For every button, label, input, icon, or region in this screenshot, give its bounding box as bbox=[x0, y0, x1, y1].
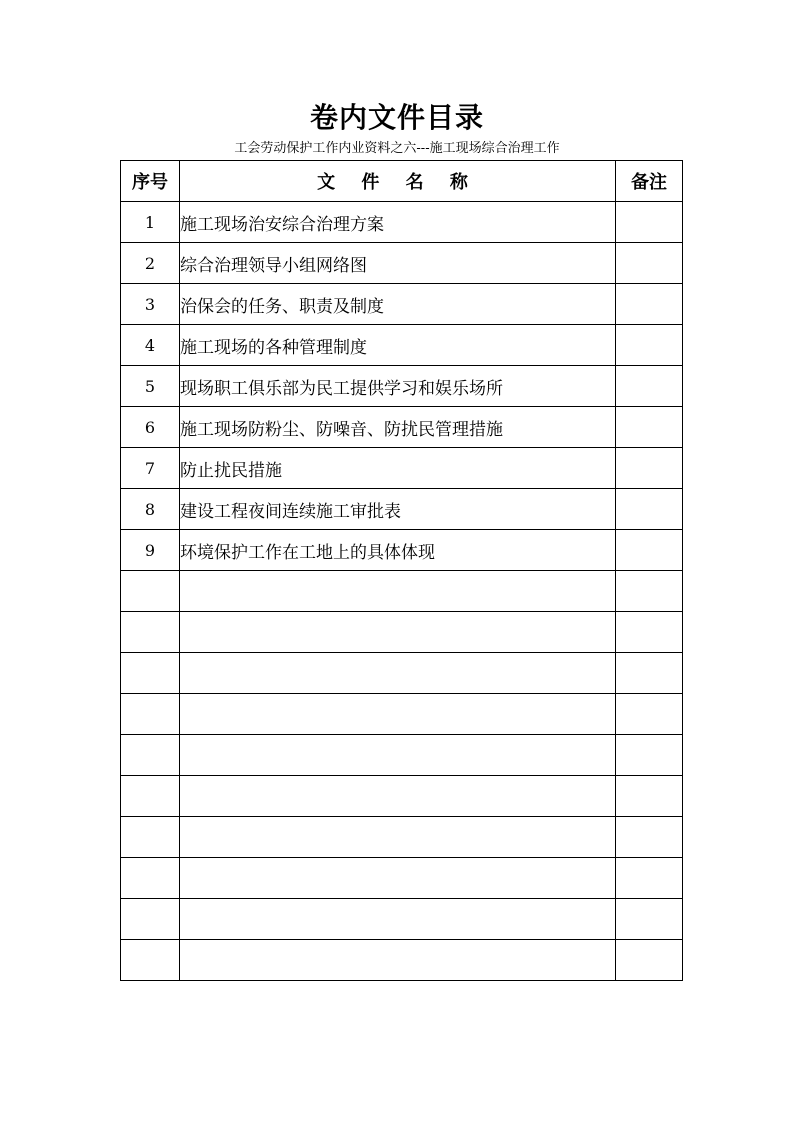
file-catalog-table bbox=[120, 160, 683, 981]
header-number: 序号 bbox=[121, 161, 180, 202]
row-remark bbox=[616, 366, 683, 407]
row-remark bbox=[616, 817, 683, 858]
table-row bbox=[121, 202, 683, 243]
table-row bbox=[121, 694, 683, 735]
table-row bbox=[121, 776, 683, 817]
row-number: 6 bbox=[121, 407, 180, 448]
table-row bbox=[121, 817, 683, 858]
document-subtitle: 工会劳动保护工作内业资料之六---施工现场综合治理工作 bbox=[234, 141, 560, 156]
table-row bbox=[121, 858, 683, 899]
table-row bbox=[121, 530, 683, 571]
row-file-title bbox=[180, 653, 616, 694]
row-remark bbox=[616, 858, 683, 899]
row-number bbox=[121, 776, 180, 817]
table-row bbox=[121, 243, 683, 284]
row-number: 7 bbox=[121, 448, 180, 489]
row-number: 2 bbox=[121, 243, 180, 284]
row-remark bbox=[616, 612, 683, 653]
row-number: 3 bbox=[121, 284, 180, 325]
row-remark bbox=[616, 489, 683, 530]
table-row bbox=[121, 571, 683, 612]
row-remark bbox=[616, 653, 683, 694]
row-number: 9 bbox=[121, 530, 180, 571]
row-remark bbox=[616, 202, 683, 243]
row-number: 8 bbox=[121, 489, 180, 530]
table-row bbox=[121, 653, 683, 694]
row-remark bbox=[616, 899, 683, 940]
row-file-title: 建设工程夜间连续施工审批表 bbox=[180, 489, 616, 530]
header-file-name: 文 件 名 称 bbox=[180, 161, 616, 202]
row-number bbox=[121, 817, 180, 858]
table-body bbox=[121, 202, 683, 981]
row-file-title bbox=[180, 694, 616, 735]
row-number bbox=[121, 694, 180, 735]
row-remark bbox=[616, 571, 683, 612]
row-remark bbox=[616, 284, 683, 325]
row-remark bbox=[616, 243, 683, 284]
row-number bbox=[121, 612, 180, 653]
document-title: 卷内文件目录 bbox=[309, 101, 484, 134]
row-file-title: 综合治理领导小组网络图 bbox=[180, 243, 616, 284]
row-file-title: 环境保护工作在工地上的具体体现 bbox=[180, 530, 616, 571]
row-number: 5 bbox=[121, 366, 180, 407]
row-file-title bbox=[180, 612, 616, 653]
row-file-title: 施工现场防粉尘、防噪音、防扰民管理措施 bbox=[180, 407, 616, 448]
table-row bbox=[121, 899, 683, 940]
row-remark bbox=[616, 325, 683, 366]
table-row bbox=[121, 284, 683, 325]
row-number: 4 bbox=[121, 325, 180, 366]
row-file-title bbox=[180, 817, 616, 858]
row-number bbox=[121, 653, 180, 694]
table-row bbox=[121, 448, 683, 489]
table-row bbox=[121, 735, 683, 776]
row-file-title: 防止扰民措施 bbox=[180, 448, 616, 489]
row-file-title bbox=[180, 940, 616, 981]
row-file-title bbox=[180, 735, 616, 776]
row-file-title: 施工现场的各种管理制度 bbox=[180, 325, 616, 366]
row-remark bbox=[616, 735, 683, 776]
row-number bbox=[121, 858, 180, 899]
table-row bbox=[121, 489, 683, 530]
row-number bbox=[121, 940, 180, 981]
row-remark bbox=[616, 448, 683, 489]
row-number bbox=[121, 735, 180, 776]
row-remark bbox=[616, 530, 683, 571]
row-file-title: 施工现场治安综合治理方案 bbox=[180, 202, 616, 243]
table-row bbox=[121, 366, 683, 407]
row-number bbox=[121, 899, 180, 940]
row-file-title bbox=[180, 571, 616, 612]
row-number: 1 bbox=[121, 202, 180, 243]
row-file-title: 现场职工俱乐部为民工提供学习和娱乐场所 bbox=[180, 366, 616, 407]
row-file-title bbox=[180, 899, 616, 940]
row-file-title bbox=[180, 858, 616, 899]
row-remark bbox=[616, 940, 683, 981]
table-header-row bbox=[121, 161, 683, 202]
row-file-title: 治保会的任务、职责及制度 bbox=[180, 284, 616, 325]
row-file-title bbox=[180, 776, 616, 817]
table-row bbox=[121, 325, 683, 366]
table-row bbox=[121, 940, 683, 981]
row-number bbox=[121, 571, 180, 612]
table-row bbox=[121, 612, 683, 653]
row-remark bbox=[616, 407, 683, 448]
row-remark bbox=[616, 776, 683, 817]
header-remark: 备注 bbox=[616, 161, 683, 202]
row-remark bbox=[616, 694, 683, 735]
table-row bbox=[121, 407, 683, 448]
